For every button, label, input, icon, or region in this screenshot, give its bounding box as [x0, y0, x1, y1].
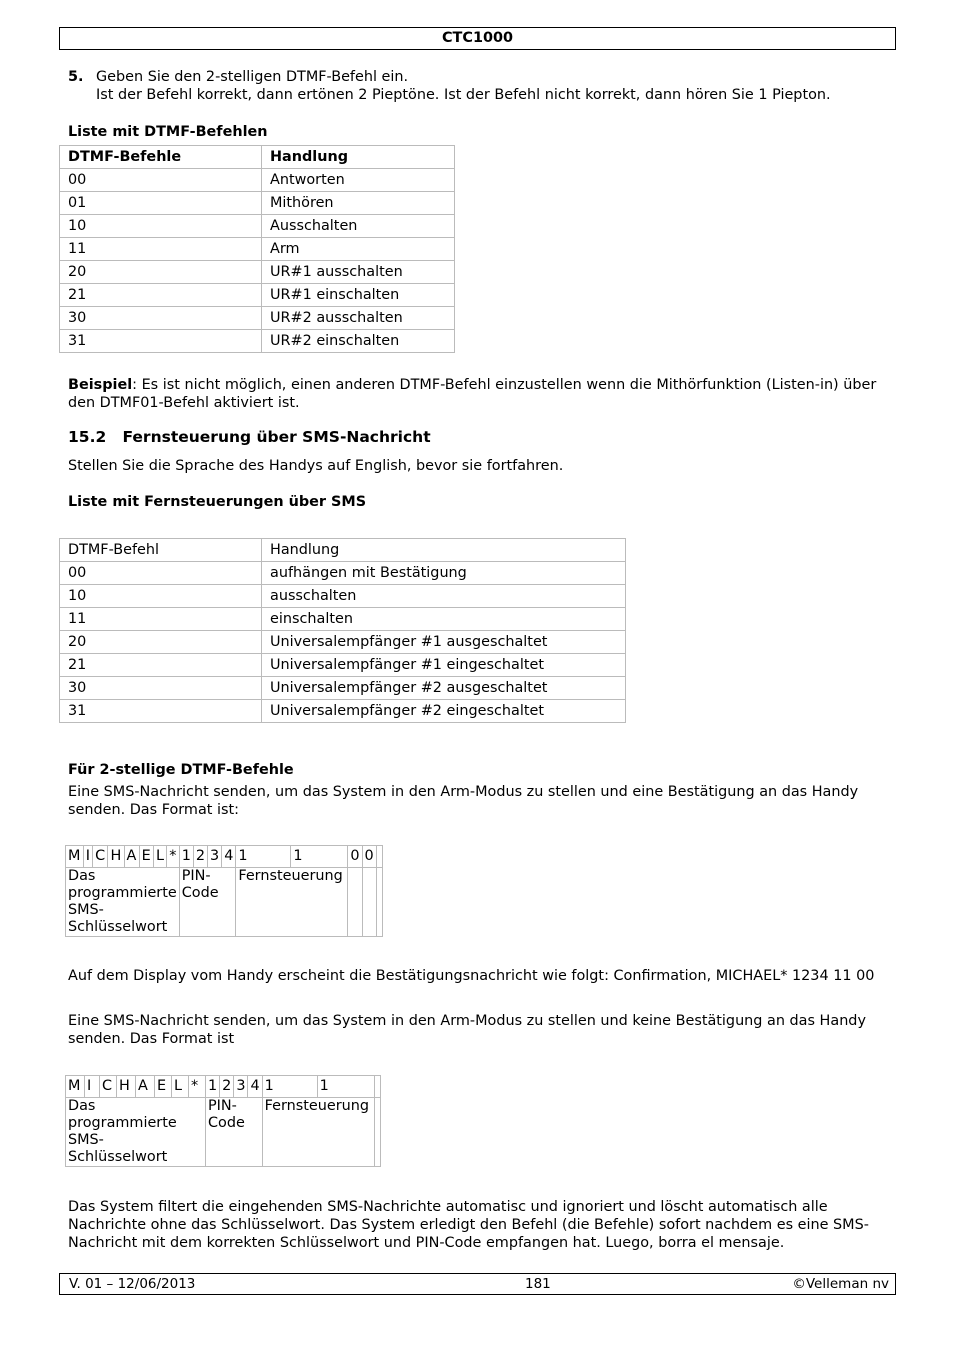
table-cell: Universalempfänger #1 eingeschaltet [262, 654, 626, 677]
format-char: C [93, 846, 108, 868]
format-char: I [85, 1076, 100, 1098]
column-header: Handlung [262, 146, 455, 169]
table-row [60, 608, 626, 631]
example-paragraph [68, 376, 898, 412]
final-paragraph [68, 1198, 898, 1252]
two-digit-para-2 [68, 1012, 898, 1048]
format-char: M [66, 846, 84, 868]
table-cell: 20 [60, 631, 262, 654]
format-label-key: Das programmierte SMS- Schlüsselwort [66, 1098, 206, 1167]
format-char: * [167, 846, 180, 868]
column-header: Handlung [262, 539, 626, 562]
para-line: senden. Das Format ist: [68, 802, 239, 818]
table-cell: 21 [60, 284, 262, 307]
format-cmd: 1 [236, 846, 291, 868]
step-number: 5. [68, 69, 84, 85]
table-cell: 00 [60, 169, 262, 192]
table-cell: 31 [60, 700, 262, 723]
table-cell: ausschalten [262, 585, 626, 608]
table-cell: Arm [262, 238, 455, 261]
table-row [60, 307, 455, 330]
format-char: A [124, 846, 139, 868]
format-confirm: 0 [362, 846, 376, 868]
step-line-2: Ist der Befehl korrekt, dann ertönen 2 Pieptöne. Ist der Befehl nicht korrekt, dann hören Sie 1 Piepton. [96, 87, 831, 103]
step-line-1: Geben Sie den 2-stelligen DTMF-Befehl ein. [96, 69, 409, 85]
table-cell: 11 [60, 238, 262, 261]
table-cell: einschalten [262, 608, 626, 631]
format-char: * [189, 1076, 206, 1098]
table-cell: Mithören [262, 192, 455, 215]
format-spacer [374, 1098, 380, 1167]
table-cell: Universalempfänger #1 ausgeschaltet [262, 631, 626, 654]
column-header: DTMF-Befehle [60, 146, 262, 169]
table-cell: 10 [60, 585, 262, 608]
section-intro: Stellen Sie die Sprache des Handys auf English, bevor sie fortfahren. [68, 458, 564, 474]
table-cell: 30 [60, 307, 262, 330]
format-pin: 4 [248, 1076, 262, 1098]
table-cell: UR#2 ausschalten [262, 307, 455, 330]
table-cell: 10 [60, 215, 262, 238]
table-cell: Antworten [262, 169, 455, 192]
format-pin: 4 [222, 846, 236, 868]
two-digit-heading: Für 2-stellige DTMF-Befehle [68, 762, 294, 778]
example-text-2: den DTMF01-Befehl aktiviert ist. [68, 395, 300, 411]
table-row [60, 585, 626, 608]
format-char: L [153, 846, 166, 868]
table-cell: 00 [60, 562, 262, 585]
format-pin: 3 [234, 1076, 248, 1098]
format-label-key: Das programmierte SMS- Schlüsselwort [66, 868, 180, 937]
format-pin: 1 [206, 1076, 220, 1098]
format-char: C [100, 1076, 117, 1098]
table-row [60, 192, 455, 215]
format-spacer [376, 868, 382, 937]
footer-copyright: ©Velleman nv [792, 1276, 889, 1292]
section-title: Fernsteuerung über SMS-Nachricht [122, 428, 431, 446]
sms-table [59, 538, 626, 723]
table-cell: Universalempfänger #2 ausgeschaltet [262, 677, 626, 700]
table-row [60, 700, 626, 723]
table-cell: 30 [60, 677, 262, 700]
format-pin: 2 [220, 1076, 234, 1098]
example-text: : Es ist nicht möglich, einen anderen DTMF-Befehl einzustellen wenn die Mithörfunktion (Listen-in) über [132, 377, 877, 393]
table-header-row [60, 146, 455, 169]
format-pin: 3 [208, 846, 222, 868]
format-spacer [374, 1076, 380, 1098]
page-number: 181 [525, 1276, 551, 1292]
format-char: E [155, 1076, 172, 1098]
table-cell: aufhängen mit Bestätigung [262, 562, 626, 585]
sms-format-table-2 [65, 1075, 381, 1167]
format-empty [362, 868, 376, 937]
table-cell: 20 [60, 261, 262, 284]
format-pin: 1 [179, 846, 193, 868]
table-cell: UR#1 ausschalten [262, 261, 455, 284]
format-cmd: 1 [317, 1076, 374, 1098]
table-row [60, 215, 455, 238]
para-line: Eine SMS-Nachricht senden, um das System in den Arm-Modus zu stellen und keine Bestätigung an das Handy [68, 1013, 866, 1029]
two-digit-para-1 [68, 783, 898, 819]
sms-format-table-1 [65, 845, 383, 937]
table-cell: 21 [60, 654, 262, 677]
table-row [60, 261, 455, 284]
para-line: Nachricht mit dem korrekten Schlüsselwort und PIN-Code empfangen hat. Luego, borra el mensaje. [68, 1235, 785, 1251]
table-row [60, 677, 626, 700]
format-cmd: 1 [262, 1076, 317, 1098]
table-cell: UR#2 einschalten [262, 330, 455, 353]
table-row [60, 654, 626, 677]
table-cell: 01 [60, 192, 262, 215]
format-empty [348, 868, 362, 937]
format-char: L [172, 1076, 189, 1098]
page-footer [59, 1273, 896, 1295]
para-line: Eine SMS-Nachricht senden, um das System in den Arm-Modus zu stellen und eine Bestätigung an das Handy [68, 784, 859, 800]
format-row [66, 846, 383, 868]
table-cell: 11 [60, 608, 262, 631]
format-label-pin: PIN- Code [179, 868, 236, 937]
para-line: Das System filtert die eingehenden SMS-Nachrichte automatisc und ignoriert und löscht automatisch alle [68, 1199, 828, 1215]
format-label-row [66, 868, 383, 937]
format-char: H [108, 846, 124, 868]
format-label-row [66, 1098, 381, 1167]
para-line: senden. Das Format ist [68, 1031, 235, 1047]
format-char: H [117, 1076, 136, 1098]
table-cell: Ausschalten [262, 215, 455, 238]
section-number: 15.2 [68, 428, 107, 446]
format-cmd: 1 [291, 846, 348, 868]
format-label-pin: PIN- Code [206, 1098, 263, 1167]
page-header: CTC1000 [59, 27, 896, 50]
para-line: Nachrichte ohne das Schlüsselwort. Das System erledigt den Befehl (die Befehle) sofort nachdem es eine SMS- [68, 1217, 869, 1233]
format-pin: 2 [193, 846, 207, 868]
format-row [66, 1076, 381, 1098]
table-header-row [60, 539, 626, 562]
table-row [60, 284, 455, 307]
format-label-remote: Fernsteuerung [236, 868, 348, 937]
format-confirm: 0 [348, 846, 362, 868]
step-text [96, 68, 896, 104]
table-cell: Universalempfänger #2 eingeschaltet [262, 700, 626, 723]
section-heading [68, 428, 431, 446]
example-label: Beispiel [68, 377, 133, 393]
format-char: A [136, 1076, 155, 1098]
table-row [60, 169, 455, 192]
table-cell: 31 [60, 330, 262, 353]
table-row [60, 330, 455, 353]
format-char: M [66, 1076, 85, 1098]
dtmf-list-heading: Liste mit DTMF-Befehlen [68, 124, 268, 140]
format-label-remote: Fernsteuerung [262, 1098, 374, 1167]
column-header: DTMF-Befehl [60, 539, 262, 562]
format-char: E [139, 846, 153, 868]
table-row [60, 631, 626, 654]
confirmation-text: Auf dem Display vom Handy erscheint die Bestätigungsnachricht wie folgt: Confirmation, MICHAEL* 1234 11 00 [68, 968, 875, 984]
sms-list-heading: Liste mit Fernsteuerungen über SMS [68, 494, 367, 510]
format-spacer [376, 846, 382, 868]
format-char: I [83, 846, 92, 868]
table-cell: UR#1 einschalten [262, 284, 455, 307]
dtmf-table [59, 145, 455, 353]
footer-version: V. 01 – 12/06/2013 [69, 1276, 196, 1292]
table-row [60, 562, 626, 585]
table-row [60, 238, 455, 261]
